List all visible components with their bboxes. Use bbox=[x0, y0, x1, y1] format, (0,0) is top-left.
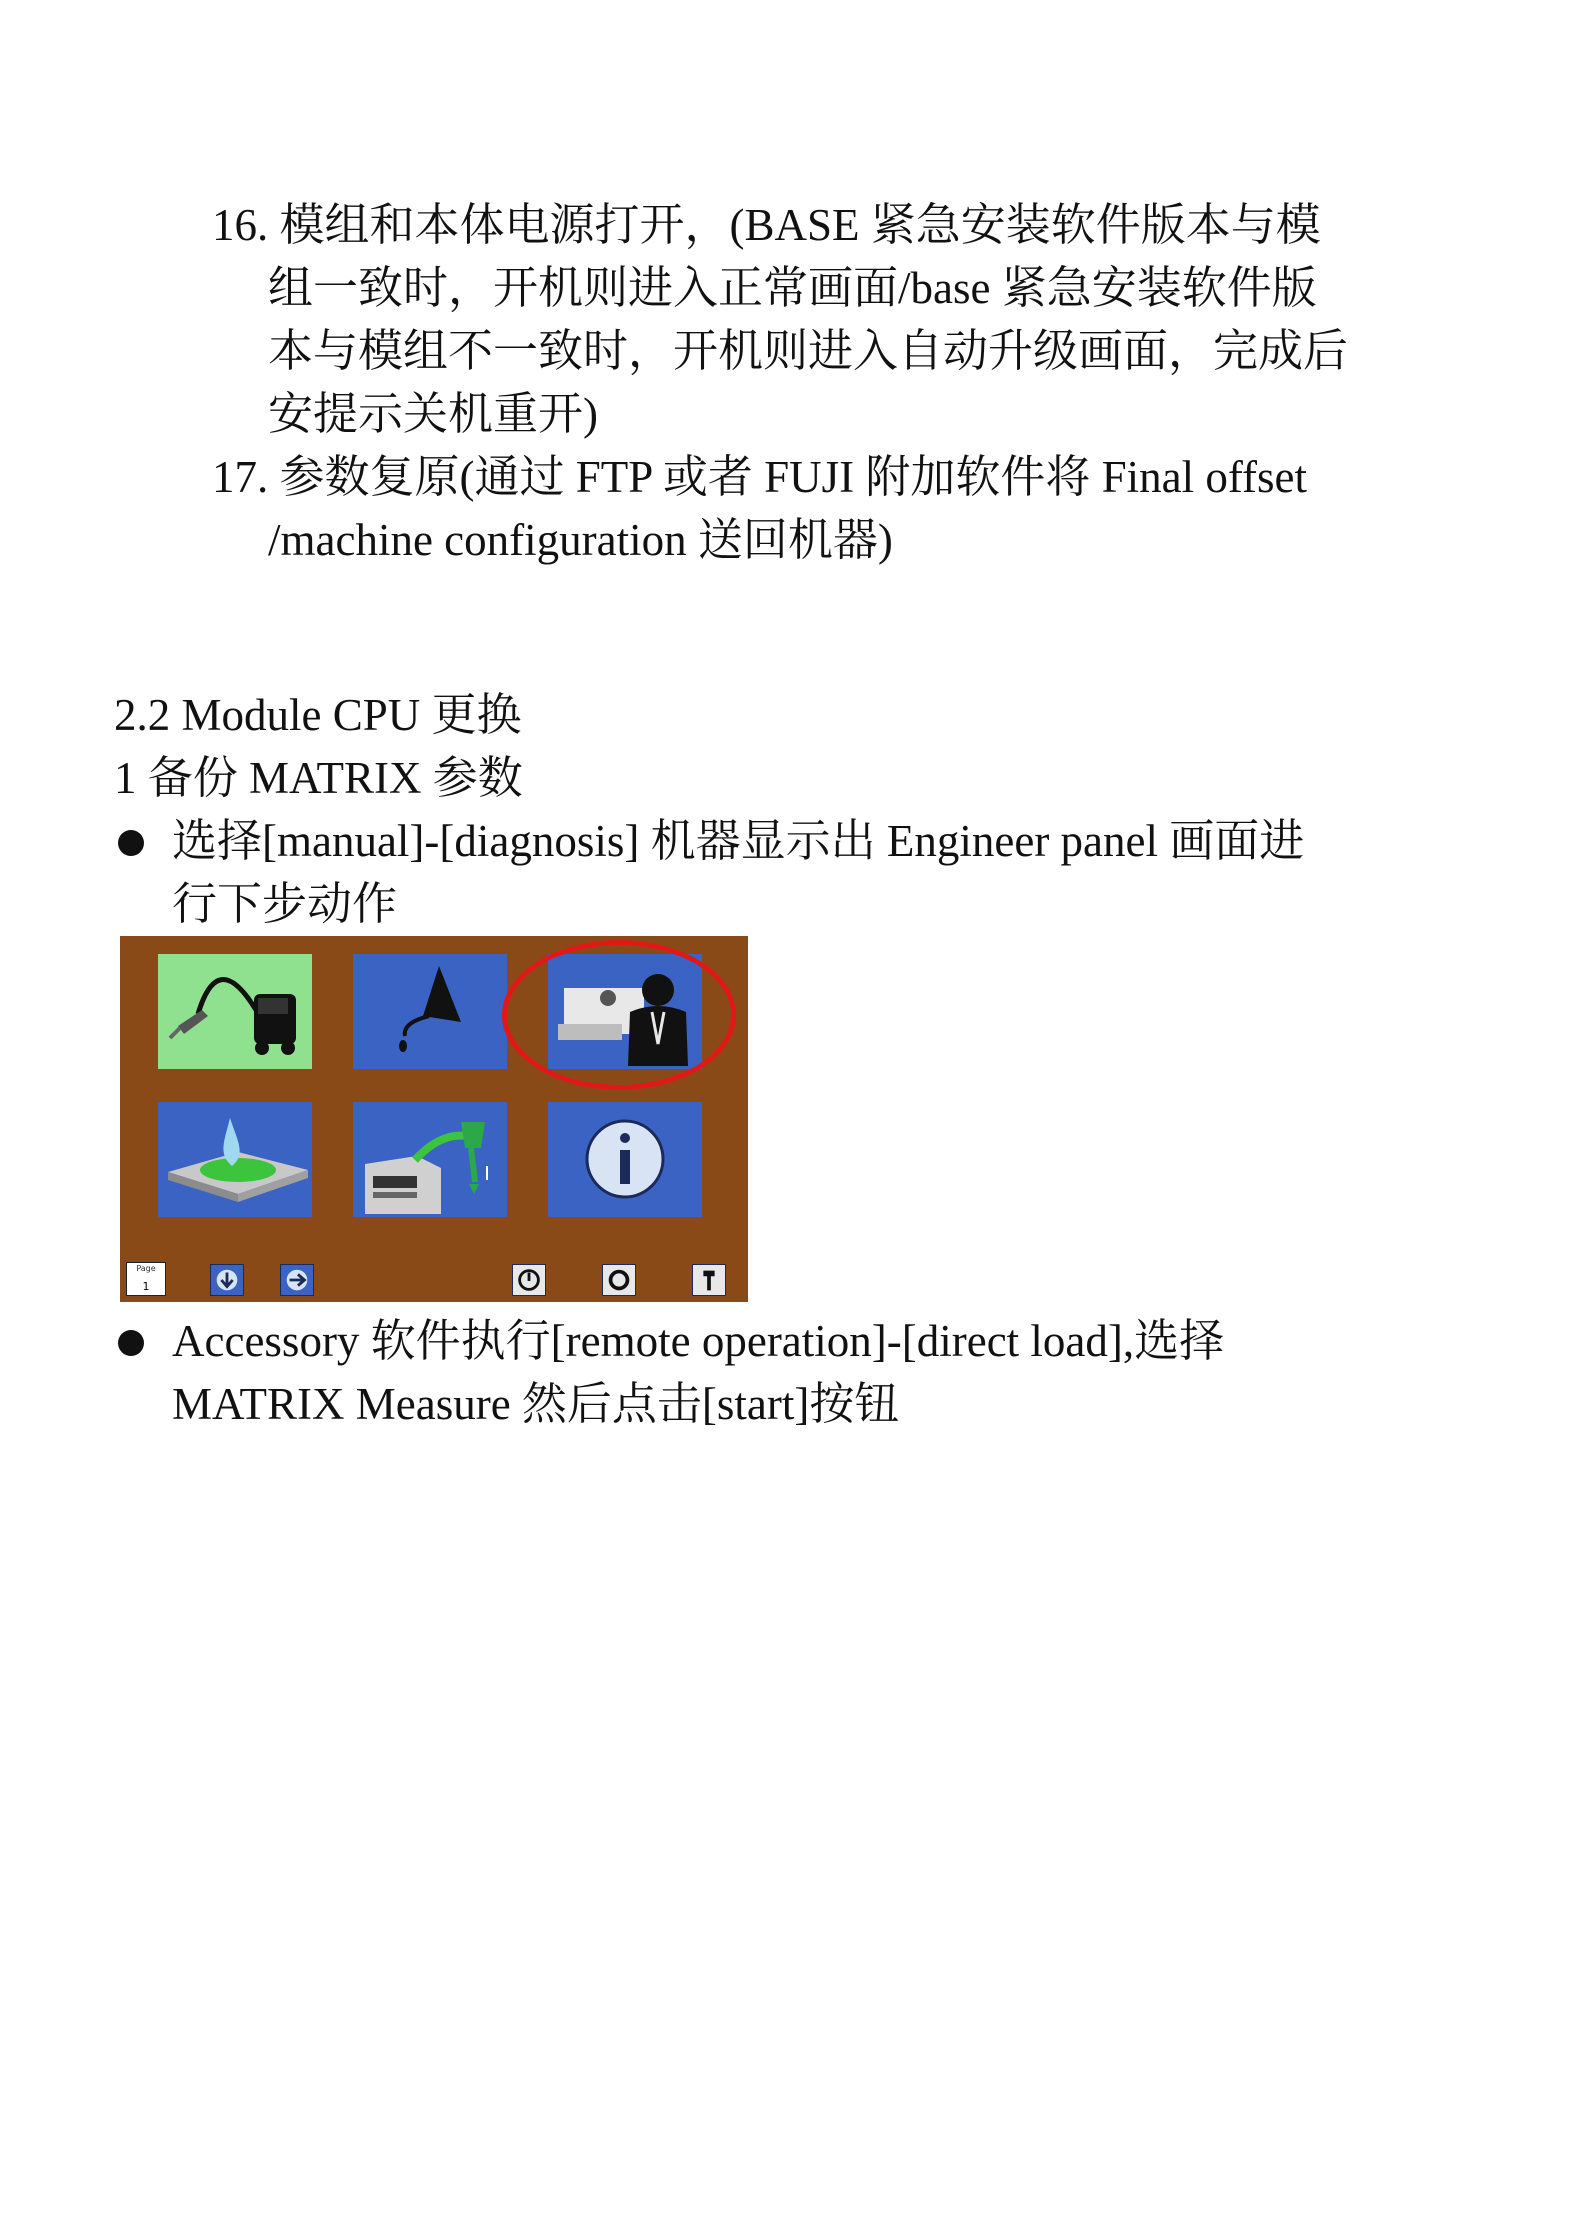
page-label: Page bbox=[136, 1264, 156, 1273]
down-arrow-icon bbox=[211, 1265, 243, 1295]
bullet-dot-icon bbox=[118, 830, 144, 856]
power-button[interactable] bbox=[512, 1264, 546, 1296]
bullet-line-2: MATRIX Measure 然后点击[start]按钮 bbox=[172, 1379, 900, 1429]
board-water-tile[interactable] bbox=[158, 1102, 312, 1217]
refresh-button[interactable] bbox=[602, 1264, 636, 1296]
highlight-ring bbox=[502, 940, 736, 1090]
step-17-line-1: 17. 参数复原(通过 FTP 或者 FUJI 附加软件将 Final offset bbox=[212, 452, 1308, 502]
info-icon bbox=[548, 1102, 702, 1217]
dispenser-icon bbox=[353, 954, 507, 1069]
bullet-line-1: Accessory 软件执行[remote operation]-[direct load],选择 bbox=[172, 1316, 1225, 1366]
right-arrow-button[interactable] bbox=[280, 1264, 314, 1296]
down-arrow-button[interactable] bbox=[210, 1264, 244, 1296]
bullet-line-2: 行下步动作 bbox=[172, 879, 398, 929]
tool-button[interactable] bbox=[692, 1264, 726, 1296]
bullet-line-1: 选择[manual]-[diagnosis] 机器显示出 Engineer panel 画面进 bbox=[172, 816, 1305, 866]
step-17 bbox=[212, 446, 1307, 572]
section-subtitle: 1 备份 MATRIX 参数 bbox=[114, 753, 523, 803]
step-16 bbox=[212, 194, 1348, 446]
dispenser-tile[interactable] bbox=[353, 954, 507, 1069]
step-16-line-3: 本与模组不一致时，开机则进入自动升级画面，完成后 bbox=[268, 326, 1349, 376]
right-arrow-icon bbox=[281, 1265, 313, 1295]
step-16-line-4: 安提示关机重开) bbox=[268, 389, 598, 439]
page-number: 1 bbox=[142, 1280, 150, 1293]
machine-transfer-icon bbox=[353, 1102, 507, 1217]
vacuum-nozzle-tile[interactable] bbox=[158, 954, 312, 1069]
engineer-panel-screenshot bbox=[120, 936, 748, 1302]
step-17-line-2: /machine configuration 送回机器) bbox=[268, 515, 893, 565]
board-water-icon bbox=[158, 1102, 312, 1217]
section-title: 2.2 Module CPU 更换 bbox=[114, 690, 522, 740]
bullet-dot-icon bbox=[118, 1330, 144, 1356]
power-icon bbox=[513, 1265, 545, 1295]
machine-transfer-tile[interactable] bbox=[353, 1102, 507, 1217]
step-16-line-1: 16. 模组和本体电源打开，(BASE 紧急安装软件版本与模 bbox=[212, 200, 1321, 250]
panel-bottom-bar bbox=[120, 1256, 748, 1302]
info-tile[interactable] bbox=[548, 1102, 702, 1217]
refresh-icon bbox=[603, 1265, 635, 1295]
step-16-line-2: 组一致时，开机则进入正常画面/base 紧急安装软件版 bbox=[268, 263, 1317, 313]
page-indicator bbox=[126, 1262, 166, 1296]
vacuum-nozzle-icon bbox=[158, 954, 312, 1069]
wrench-icon bbox=[693, 1265, 725, 1295]
